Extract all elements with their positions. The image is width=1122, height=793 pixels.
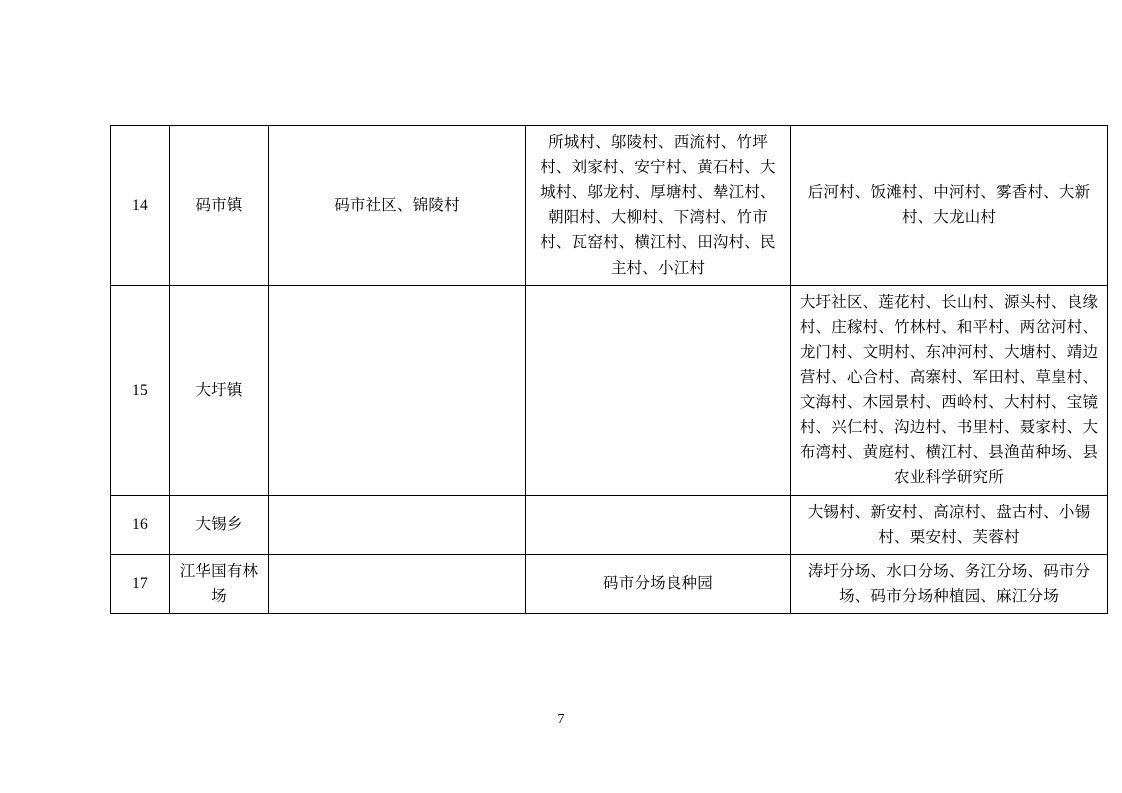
row-town-name: 码市镇 xyxy=(170,126,269,286)
row-index: 17 xyxy=(111,554,170,613)
row-column-d: 后河村、饭滩村、中河村、雾香村、大新村、大龙山村 xyxy=(791,126,1108,286)
row-town-name: 大圩镇 xyxy=(170,285,269,495)
row-column-c: 码市分场良种园 xyxy=(526,554,791,613)
row-index: 15 xyxy=(111,285,170,495)
row-index: 14 xyxy=(111,126,170,286)
row-town-name: 大锡乡 xyxy=(170,495,269,554)
table-row xyxy=(111,126,1108,286)
table-row xyxy=(111,495,1108,554)
table-row xyxy=(111,285,1108,495)
row-column-d: 大圩社区、莲花村、长山村、源头村、良缘村、庄稼村、竹林村、和平村、两岔河村、龙门村、文明村、东冲河村、大塘村、靖边营村、心合村、高寨村、军田村、草皇村、文海村、木园景村、西岭村、大村村、宝镜村、兴仁村、沟边村、书里村、聂家村、大布湾村、黄庭村、横江村、县渔苗种场、县农业科学研究所 xyxy=(791,285,1108,495)
page-number: 7 xyxy=(557,712,565,727)
village-allocation-table xyxy=(110,125,1108,614)
row-column-d: 涛圩分场、水口分场、务江分场、码市分场、码市分场种植园、麻江分场 xyxy=(791,554,1108,613)
village-allocation-table-container xyxy=(110,125,1099,614)
row-column-b xyxy=(269,285,526,495)
row-column-b xyxy=(269,495,526,554)
row-column-b: 码市社区、锦陵村 xyxy=(269,126,526,286)
row-column-c xyxy=(526,285,791,495)
row-column-b xyxy=(269,554,526,613)
row-index: 16 xyxy=(111,495,170,554)
row-town-name: 江华国有林场 xyxy=(170,554,269,613)
row-column-c xyxy=(526,495,791,554)
row-column-c: 所城村、邬陵村、西流村、竹坪村、刘家村、安宁村、黄石村、大城村、邬龙村、厚塘村、辇江村、朝阳村、大柳村、下湾村、竹市村、瓦窑村、横江村、田沟村、民主村、小江村 xyxy=(526,126,791,286)
table-row xyxy=(111,554,1108,613)
row-column-d: 大锡村、新安村、高凉村、盘古村、小锡村、栗安村、芙蓉村 xyxy=(791,495,1108,554)
